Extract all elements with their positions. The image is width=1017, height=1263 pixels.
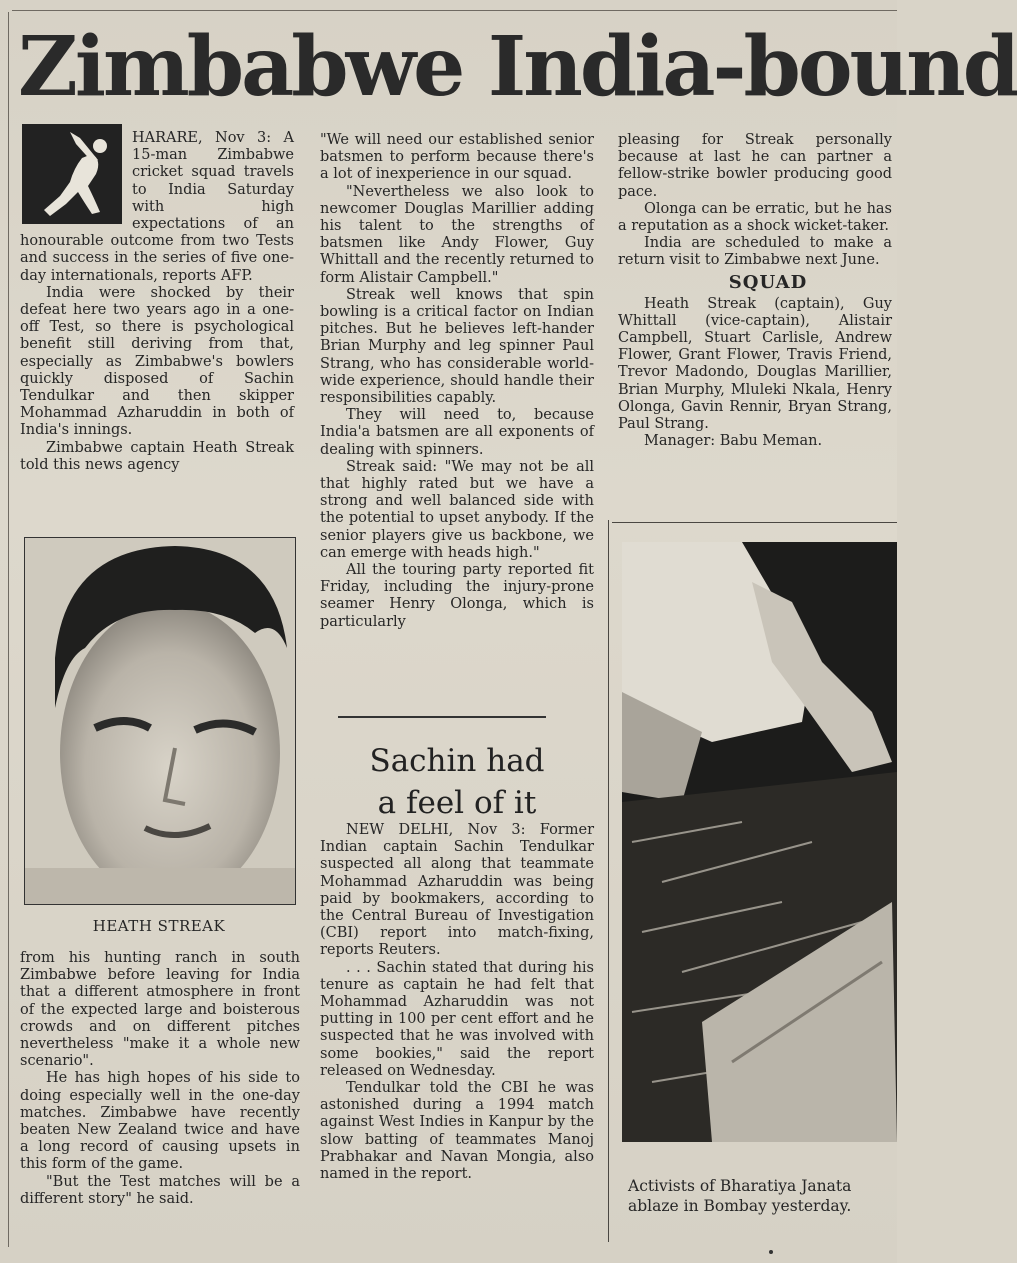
activists-photo [622,542,897,1142]
article-paragraph: Olonga can be erratic, but he has a reputation as a shock wicket-taker. [618,200,892,235]
sub-story-headline [320,740,594,824]
squad-heading: SQUAD [728,271,808,293]
article-paragraph: "We will need our established senior batsmen to perform because there's a lot of inexperience in our squad. [320,132,594,183]
article-paragraph: Zimbabwe captain Heath Streak told this news agency [20,439,294,473]
squad-manager: Manager: Babu Meman. [644,433,823,450]
column-rule [608,520,609,1242]
article-col3 [618,132,892,450]
heath-streak-photo [24,537,296,905]
sub-headline-line: Sachin had [369,743,545,779]
left-rule [8,12,9,1247]
article-paragraph: "But the Test matches will be a different story" he said. [20,1173,300,1207]
main-headline: Zimbabwe India-bound [18,19,1017,115]
sub-story-body [320,822,594,1183]
article-col1-top [20,130,294,474]
right-photo-caption [628,1176,897,1216]
ink-speck [769,1250,773,1254]
article-paragraph: "Nevertheless we also look to newcomer Douglas Marillier adding his talent to the strengths of batsmen like Andy Flower, Guy Whittall and the recently returned to form Alistair Campbell." [320,183,594,286]
article-paragraph: HARARE, Nov 3: A 15-man Zimbabwe cricket squad travels to India Saturday with high expectations of an honourable outcome from two Tests and success in the series of five one-day internationals, reports AFP. [20,130,294,284]
article-paragraph: . . . Sachin stated that during his tenure as captain he had felt that Mohammad Azharuddin was not putting in 100 per cent effort and he suspected that he was involved with some bookies," said the report released on Wednesday. [320,959,594,1079]
caption-line: ablaze in Bombay yesterday. [628,1197,852,1215]
article-col1-bottom [20,950,300,1208]
article-paragraph: He has high hopes of his side to doing especially well in the one-day matches. Zimbabwe have recently beaten New Zealand twice and have a long record of causing upsets in this form of the game. [20,1070,300,1173]
squad-list: Heath Streak (captain), Guy Whittall (vice-captain), Alistair Campbell, Stuart Carlisle, Andrew Flower, Grant Flower, Travis Friend, Trevor Madondo, Douglas Marillier, Brian Murphy, Mluleki Nkala, Henry Olonga, Gavin Rennir, Bryan Strang, Paul Strang. [618,295,892,433]
article-paragraph: They will need to, because India'a batsmen are all exponents of dealing with spinners. [320,407,594,458]
caption-line: Activists of Bharatiya Janata [628,1177,852,1195]
article-paragraph: NEW DELHI, Nov 3: Former Indian captain Sachin Tendulkar suspected all along that teammate Mohammad Azharuddin was being paid by bookmakers, according to the Central Bureau of Investigation (CBI) report into match-fixing, reports Reuters. [320,822,594,959]
section-divider [338,716,546,718]
photo-caption: HEATH STREAK [92,917,226,935]
photo-box-rule [612,522,897,523]
article-paragraph: India are scheduled to make a return visit to Zimbabwe next June. [618,235,892,269]
top-rule [12,10,897,11]
sub-headline-line: a feel of it [377,785,537,821]
article-paragraph: Tendulkar told the CBI he was astonished during a 1994 match against West Indies in Kanpur by the slow batting of teammates Manoj Prabhakar and Navan Mongia, also named in the report. [320,1080,594,1183]
article-paragraph: India were shocked by their defeat here two years ago in a one-off Test, so there is psychological benefit still deriving from that, especially as Zimbabwe's bowlers quickly disposed of Sachin Tendulkar and then skipper Mohammad Azharuddin in both of India's innings. [20,284,294,439]
article-paragraph: pleasing for Streak personally because at last he can partner a fellow-strike bowler producing good pace. [618,132,892,200]
article-paragraph: Streak well knows that spin bowling is a critical factor on Indian pitches. But he believes left-hander Brian Murphy and leg spinner Paul Strang, who has considerable world-wide experience, should handle their responsibilities capably. [320,286,594,407]
article-paragraph: All the touring party reported fit Friday, including the injury-prone seamer Henry Olonga, which is particularly [320,562,594,630]
article-paragraph: Streak said: "We may not be all that highly rated but we have a strong and well balanced side with the potential to upset anybody. If the senior players give us backbone, we can emerge with heads high." [320,458,594,561]
article-paragraph: from his hunting ranch in south Zimbabwe before leaving for India that a different atmosphere in front of the expected large and boisterous crowds and on different pitches nevertheless "make it a whole new scenario". [20,950,300,1070]
article-col2 [320,132,594,631]
